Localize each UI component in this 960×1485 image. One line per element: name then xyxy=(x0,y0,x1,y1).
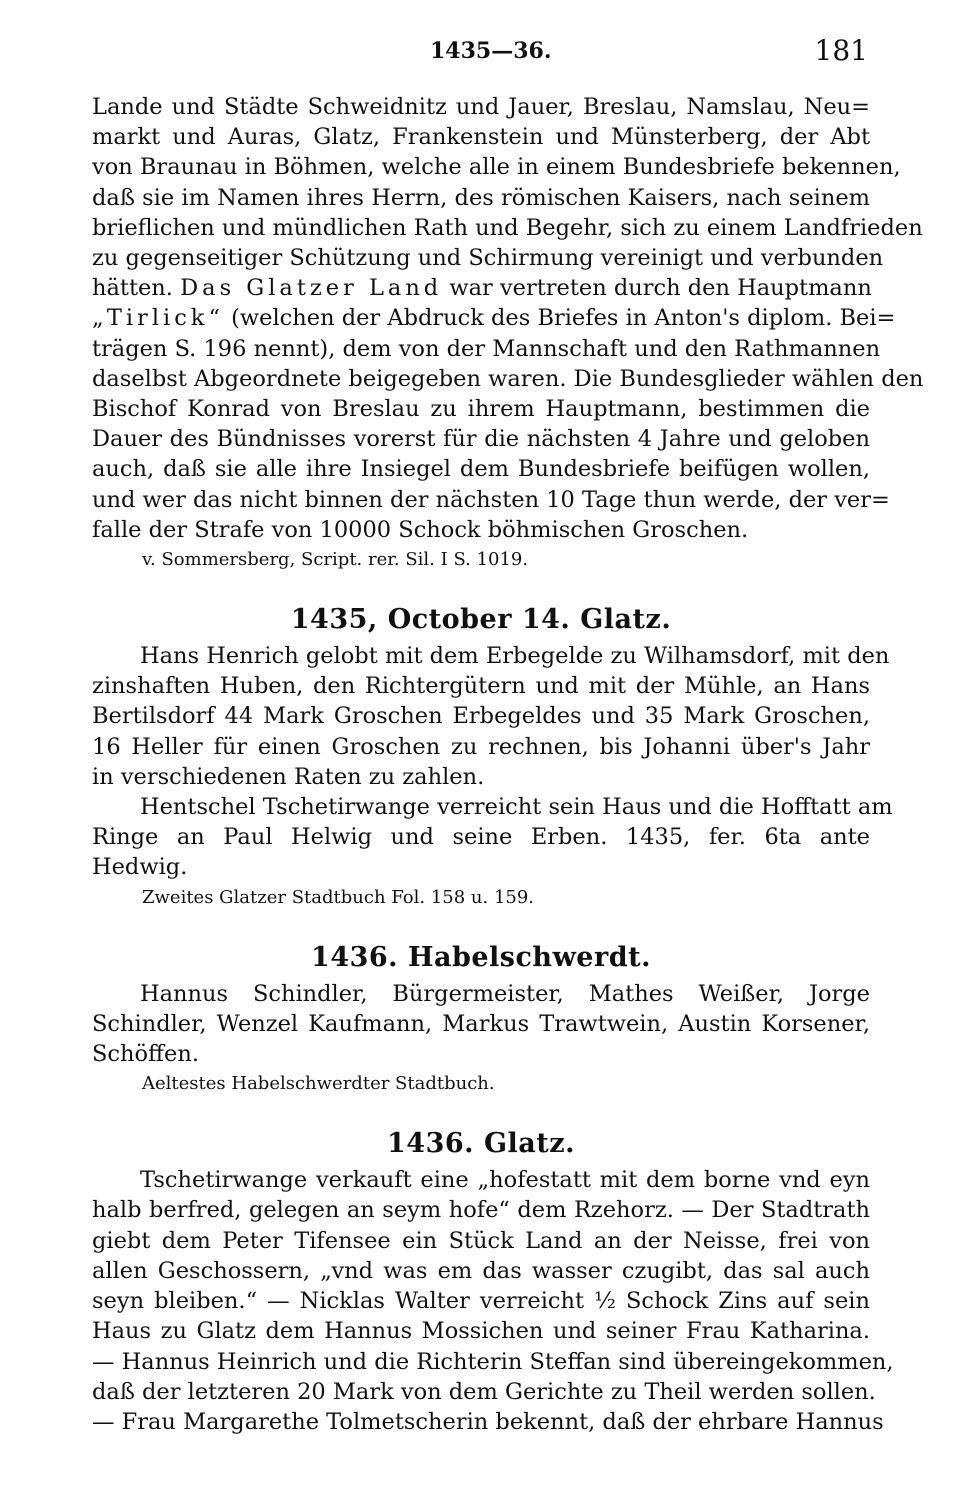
text-line: brieflichen und mündlichen Rath und Begehr, sich zu einem Landfrieden xyxy=(92,214,923,241)
text-line: in verschiedenen Raten zu zahlen. xyxy=(92,763,485,790)
text-line: 16 Heller für einen Groschen zu rechnen, bis Johanni über's Jahr xyxy=(92,733,870,760)
entry-1436-habelschwerdt xyxy=(92,941,870,1098)
text-line: halb berfred, gelegen an seym hofe“ dem Rzehorz. — Der Stadtrath xyxy=(92,1197,870,1224)
text-line: zu gegenseitiger Schützung und Schirmung vereinigt und verbunden xyxy=(92,245,884,272)
text-line: markt und Auras, Glatz, Frankenstein und Münsterberg, der Abt xyxy=(92,124,870,151)
line-segment: (welchen der Abdruck des Briefes in Anton's diplom. Bei= xyxy=(231,305,896,332)
emphasized-text: Das Glatzer Land xyxy=(180,275,443,302)
text-line: Dauer des Bündnisses vorerst für die nächsten 4 Jahre und geloben xyxy=(92,426,870,453)
line-segment: hätten. xyxy=(92,275,173,302)
text-line: allen Geschossern, „vnd was em das wasser czugibt, das sal auch xyxy=(92,1257,870,1284)
source-citation: v. Sommersberg, Script. rer. Sil. I S. 1019. xyxy=(142,549,529,571)
text-line: — Hannus Heinrich und die Richterin Steffan sind übereingekommen, xyxy=(92,1348,894,1375)
text-line: daselbst Abgeordnete beigegeben waren. Die Bundesglieder wählen den xyxy=(92,365,924,392)
text-line: Bischof Konrad von Breslau zu ihrem Hauptmann, bestimmen die xyxy=(92,396,870,423)
text-line: Ringe an Paul Helwig und seine Erben. 1435, fer. 6ta ante xyxy=(92,824,870,851)
text-line: Hans Henrich gelobt mit dem Erbegelde zu Wilhamsdorf, mit den xyxy=(140,643,890,670)
text-line: falle der Strafe von 10000 Schock böhmischen Groschen. xyxy=(92,516,749,543)
text-line: Hannus Schindler, Bürgermeister, Mathes Weißer, Jorge xyxy=(140,980,870,1007)
text-line: auch, daß sie alle ihre Insiegel dem Bundesbriefe beifügen wollen, xyxy=(92,456,870,483)
page-body xyxy=(92,92,924,1437)
entry-1436-glatz xyxy=(92,1127,894,1437)
text-line: — Frau Margarethe Tolmetscherin bekennt, daß der ehrbare Hannus xyxy=(92,1408,884,1435)
page-header xyxy=(0,34,960,74)
entry-1435-october-14 xyxy=(92,603,893,911)
text-line: zinshaften Huben, den Richtergütern und mit der Mühle, an Hans xyxy=(92,673,870,700)
text-line: Schöffen. xyxy=(92,1041,199,1068)
source-citation: Aeltestes Habelschwerdter Stadtbuch. xyxy=(142,1073,495,1095)
page-number: 181 xyxy=(814,34,868,67)
text-line: Tschetirwange verkauft eine „hofestatt mit dem borne vnd eyn xyxy=(140,1167,870,1194)
emphasized-text: „Tirlick“ xyxy=(92,305,224,332)
text-line: daß sie im Namen ihres Herrn, des römischen Kaisers, nach seinem xyxy=(92,184,870,211)
entry-heading: 1436. Glatz. xyxy=(387,1128,575,1160)
entry-continuation xyxy=(92,92,924,573)
text-line: Hentschel Tschetirwange verreicht sein Haus und die Hofftatt am xyxy=(140,794,893,821)
text-line xyxy=(92,273,870,303)
line-segment: war vertreten durch den Hauptmann xyxy=(449,275,872,302)
text-line: Lande und Städte Schweidnitz und Jauer, Breslau, Namslau, Neu= xyxy=(92,94,870,120)
source-citation: Zweites Glatzer Stadtbuch Fol. 158 u. 159. xyxy=(142,886,535,908)
text-line: von Braunau in Böhmen, welche alle in einem Bundesbriefe bekennen, xyxy=(92,154,901,181)
entry-heading: 1436. Habelschwerdt. xyxy=(311,941,651,973)
text-line: Schindler, Wenzel Kaufmann, Markus Trawtwein, Austin Korsener, xyxy=(92,1010,870,1037)
text-line: und wer das nicht binnen der nächsten 10 Tage thun werde, der ver= xyxy=(92,486,890,513)
text-line: seyn bleiben.“ — Nicklas Walter verreicht ½ Schock Zins auf sein xyxy=(92,1288,870,1315)
text-line: daß der letzteren 20 Mark von dem Gerichte zu Theil werden sollen. xyxy=(92,1378,876,1405)
text-line: Bertilsdorf 44 Mark Groschen Erbegeldes und 35 Mark Groschen, xyxy=(92,703,870,730)
text-line: Hedwig. xyxy=(92,854,188,881)
running-head: 1435—36. xyxy=(430,38,552,64)
text-line: giebt dem Peter Tifensee ein Stück Land an der Neisse, frei von xyxy=(92,1227,870,1254)
entry-heading: 1435, October 14. Glatz. xyxy=(290,604,672,636)
text-line xyxy=(92,303,896,333)
text-line: Haus zu Glatz dem Hannus Mossichen und seiner Frau Katharina. xyxy=(92,1318,870,1345)
text-line: trägen S. 196 nennt), dem von der Mannschaft und den Rathmannen xyxy=(92,335,881,362)
